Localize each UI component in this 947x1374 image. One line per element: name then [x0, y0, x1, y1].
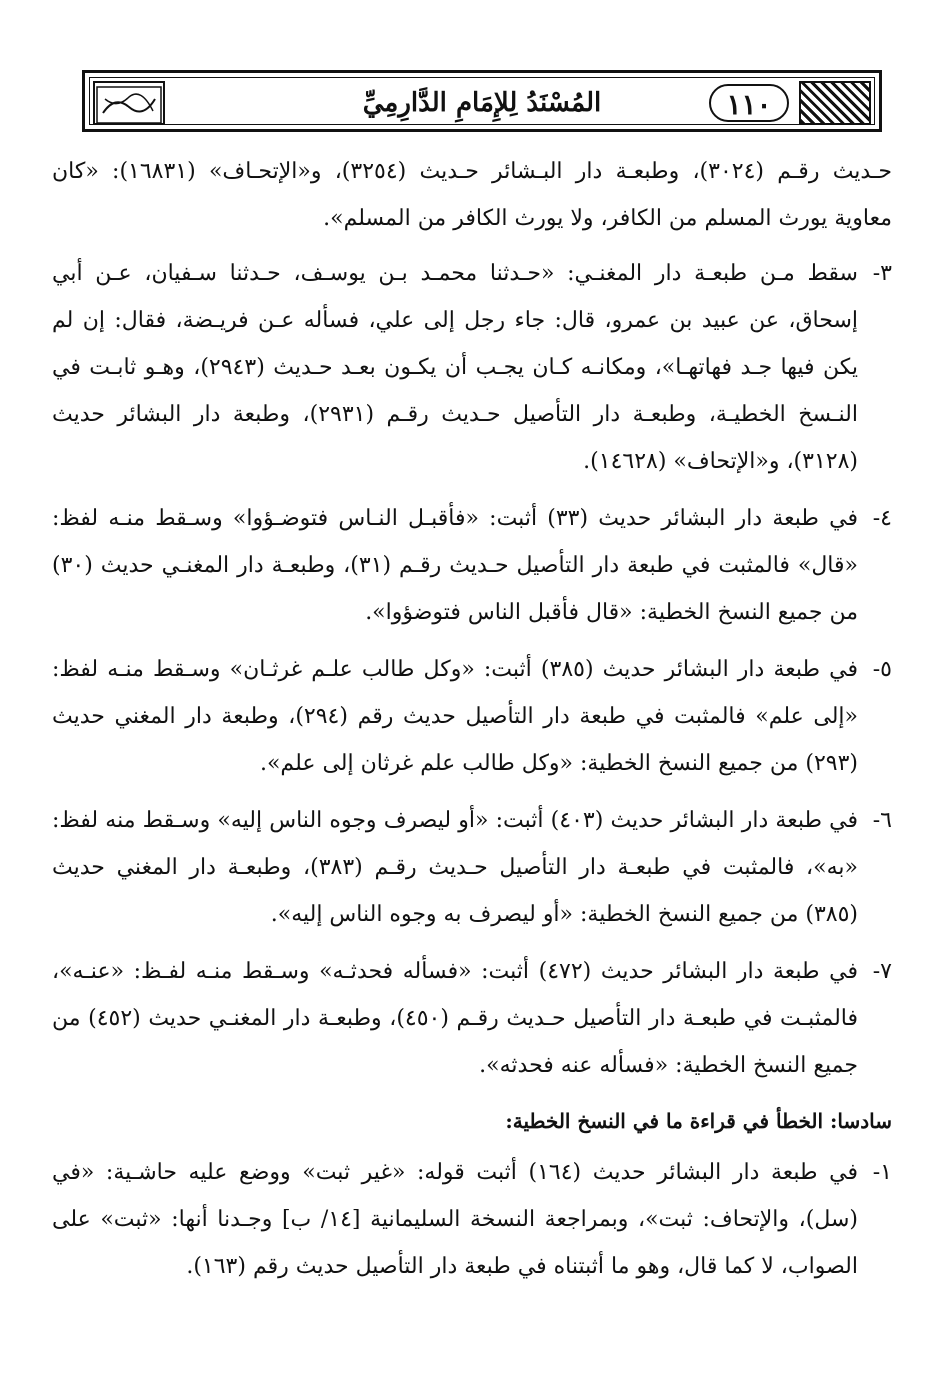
page-body [52, 148, 892, 1300]
list-item [52, 1149, 892, 1290]
item-number: ٣- [872, 261, 892, 286]
item-text: في طبعة دار البشائر حديث (٣٨٥) أثبت: «وكل طالب علـم غرثـان» وسـقط منـه لفظ: «إلى علم» فالمثبت في طبعة دار التأصيل حديث رقم (٢٩٤)، وطبعة دار المغني حديث (٢٩٣) من جميع النسخ الخطية: «وكل طالب علم غرثان إلى علم». [52, 657, 859, 776]
list-item [52, 797, 892, 938]
item-text: في طبعة دار البشائر حديث (٣٣) أثبت: «فأقبـل النـاس فتوضـؤوا» وسـقط منـه لفظ: «قال» فالمثبت في طبعة دار التأصيل حـديث رقـم (٣١)، وطبعـة دار المغنـي حديث (٣٠) من جميع النسخ الخطية: «قال فأقبل الناس فتوضؤوا». [52, 506, 858, 625]
seal-ornament-icon [95, 85, 163, 125]
item-text: في طبعة دار البشائر حديث (٤٧٢) أثبت: «فسأله فحدثـه» وسـقط منـه لفـظ: «عنـه»، فالمثبـت في طبعـة دار التأصيل حـديث رقـم (٤٥٠)، وطبعـة دار المغنـي حديث (٤٥٢) من جميع النسخ الخطية: «فسأله عنه فحدثه». [52, 959, 859, 1078]
list-item [52, 250, 892, 485]
continuation-paragraph: حـديث رقـم (٣٠٢٤)، وطبعـة دار البـشائر حـديث (٣٢٥٤)، و«الإتحـاف» (١٦٨٣١): «كان معاوية يورث المسلم من الكافر، ولا يورث الكافر من المسلم». [52, 159, 893, 231]
item-number: ٤- [872, 506, 892, 531]
item-text: في طبعة دار البشائر حديث (١٦٤) أثبت قوله: «غير ثبت» ووضع عليه حاشـية: «في (سل)، والإتحاف: ثبت»، وبمراجعة النسخة السليمانية [١٤/ ب] وجـدنا أنها: «ثبت» على الصواب، لا كما قال، وهو ما أثبتناه في طبعة دار التأصيل حديث رقم (١٦٣). [52, 1160, 858, 1279]
ornament-right-icon [799, 81, 871, 125]
list-item [52, 646, 892, 787]
section-heading: سادسا: الخطأ في قراءة ما في النسخ الخطية: [505, 1109, 892, 1133]
running-title: المُسْنَدُ لِلإِمَامِ الدَّارِمِيِّ [362, 88, 602, 118]
item-number: ٥- [872, 657, 892, 682]
page-header [82, 70, 882, 132]
item-number: ٦- [872, 808, 892, 833]
item-number: ٧- [872, 959, 892, 984]
book-seal-logo [93, 81, 165, 125]
item-number: ١- [872, 1160, 892, 1185]
list-item [52, 495, 892, 636]
list-item [52, 948, 892, 1089]
item-text: في طبعة دار البشائر حديث (٤٠٣) أثبت: «أو ليصرف وجوه الناس إليه» وسـقط منه لفظ: «به»، فالمثبت في طبعـة دار التأصيل حـديث رقـم (٣٨٣)، وطبعـة دار المغني حديث (٣٨٥) من جميع النسخ الخطية: «أو ليصرف به وجوه الناس إليه». [52, 808, 858, 927]
item-text: سقط مـن طبعـة دار المغنـي: «حـدثنا محمـد بـن يوسـف، حـدثنا سـفيان، عـن أبي إسحاق، عن عبيد بن عمرو، قال: جاء رجل إلى علي، فسأله عـن فريـضة، فقال: إن لم يكن فيها جـد فهاتهـا»، ومكانـه كـان يجـب أن يكـون بعـد حـديث (٢٩٤٣)، وهـو ثابـت في النـسخ الخطيـة، وطبعـة دار التأصيل حـديث رقـم (٢٩٣١)، وطبعة دار البشائر حديث (٣١٢٨)، و«الإتحاف» (١٤٦٢٨). [52, 261, 858, 474]
page-number: ١١٠ [709, 84, 789, 122]
